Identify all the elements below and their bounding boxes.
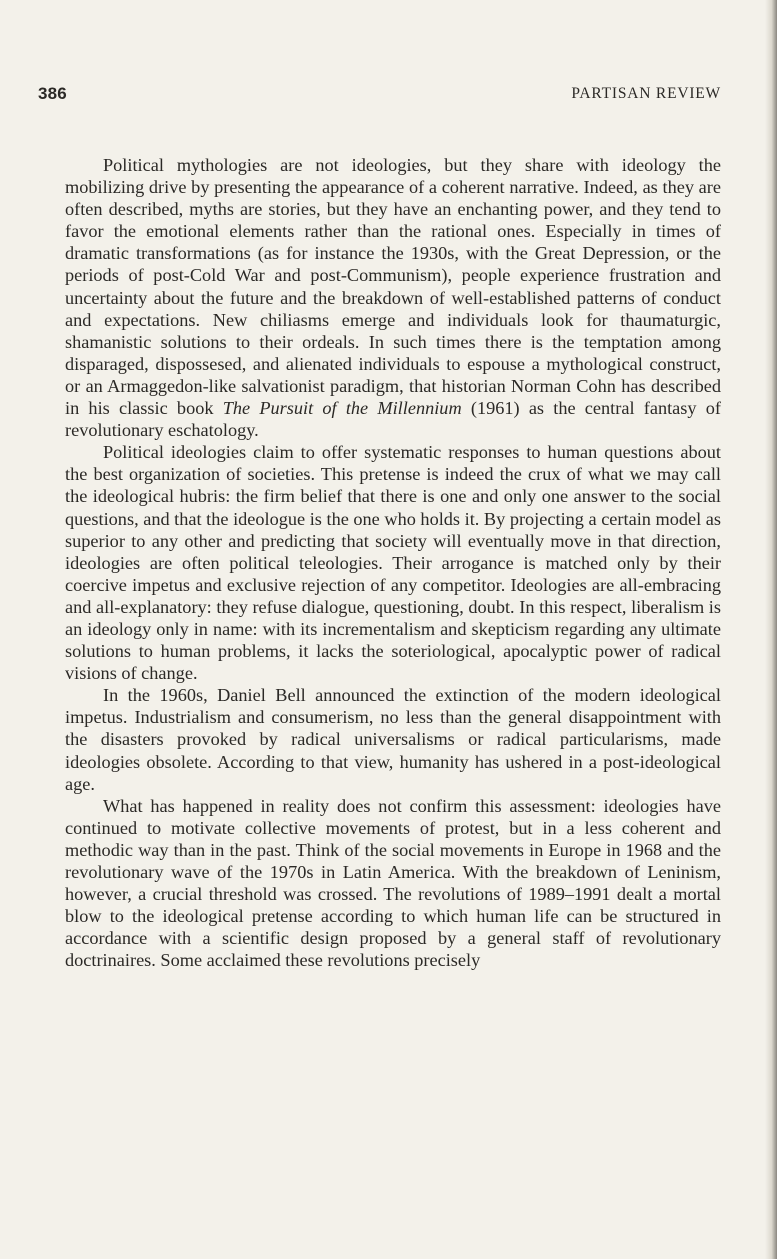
paragraph-what-has-happened: What has happened in reality does not confirm this assessment: ideologies have continued to motivate collective movements of protest, but in a less coherent and methodic way than in the past. Think of the social movements in Europe in 1968 and the revolutionary wave of the 1970s in Latin America. With the breakdown of Leninism, however, a crucial threshold was crossed. The revolutions of 1989–1991 dealt a mortal blow to the ideological pretense according to which human life can be structured in accordance with a scientific design proposed by a general staff of revolutionary doctrinaires. Some acclaimed these revolutions precisely — [65, 795, 721, 971]
page-number: 386 — [38, 84, 67, 103]
paragraph-political-mythologies — [65, 154, 721, 441]
paragraph-text: (1961) as the central fantasy of revolutionary eschatology. — [65, 398, 721, 441]
paragraph-daniel-bell: In the 1960s, Daniel Bell announced the extinction of the modern ideological impetus. Industrialism and consumerism, no less than the general disappointment with the disasters provoked by radical universalisms or radical particularisms, made ideologies obsolete. According to that view, humanity has ushered in a post-ideological age. — [65, 685, 721, 794]
page-edge-shadow — [765, 0, 777, 1259]
page-header — [38, 84, 721, 108]
book-title: The Pursuit of the Millennium — [222, 398, 462, 419]
paragraph-political-ideologies: Political ideologies claim to offer systematic responses to human questions about the best organization of societies. This pretense is indeed the crux of what we may call the ideological hubris: the firm belief that there is one and only one answer to the social questions, and that the ideologue is the one who holds it. By projecting a certain model as superior to any other and predicting that society will eventually move in that direction, ideologies are often political teleologies. Their arrogance is matched only by their coercive impetus and exclusive rejection of any competitor. Ideologies are all-embracing and all-explanatory: they refuse dialogue, questioning, doubt. In this respect, liberalism is an ideology only in name: with its incrementalism and skepticism regarding any ultimate solutions to human problems, it lacks the soteriological, apocalyptic power of radical visions of change. — [65, 442, 721, 684]
running-head: PARTISAN REVIEW — [571, 85, 721, 102]
paragraph-text: Political mythologies are not ideologies, but they share with ideology the mobilizing drive by presenting the appearance of a coherent narrative. Indeed, as they are often described, myths are stories, but they have an enchanting power, and they tend to favor the emotional elements rather than the rational ones. Especially in times of dramatic transformations (as for instance the 1930s, with the Great Depression, or the periods of post-Cold War and post-Communism), people experience frustration and uncertainty about the future and the breakdown of well-established patterns of conduct and expectations. New chiliasms emerge and individuals look for thaumaturgic, shamanistic solutions to their ordeals. In such times there is the temptation among disparaged, dispossesed, and alienated individuals to espouse a mythological construct, or an Armaggedon-like salvationist paradigm, that historian Norman Cohn has described in his classic book — [65, 155, 721, 419]
body-text — [65, 154, 721, 971]
